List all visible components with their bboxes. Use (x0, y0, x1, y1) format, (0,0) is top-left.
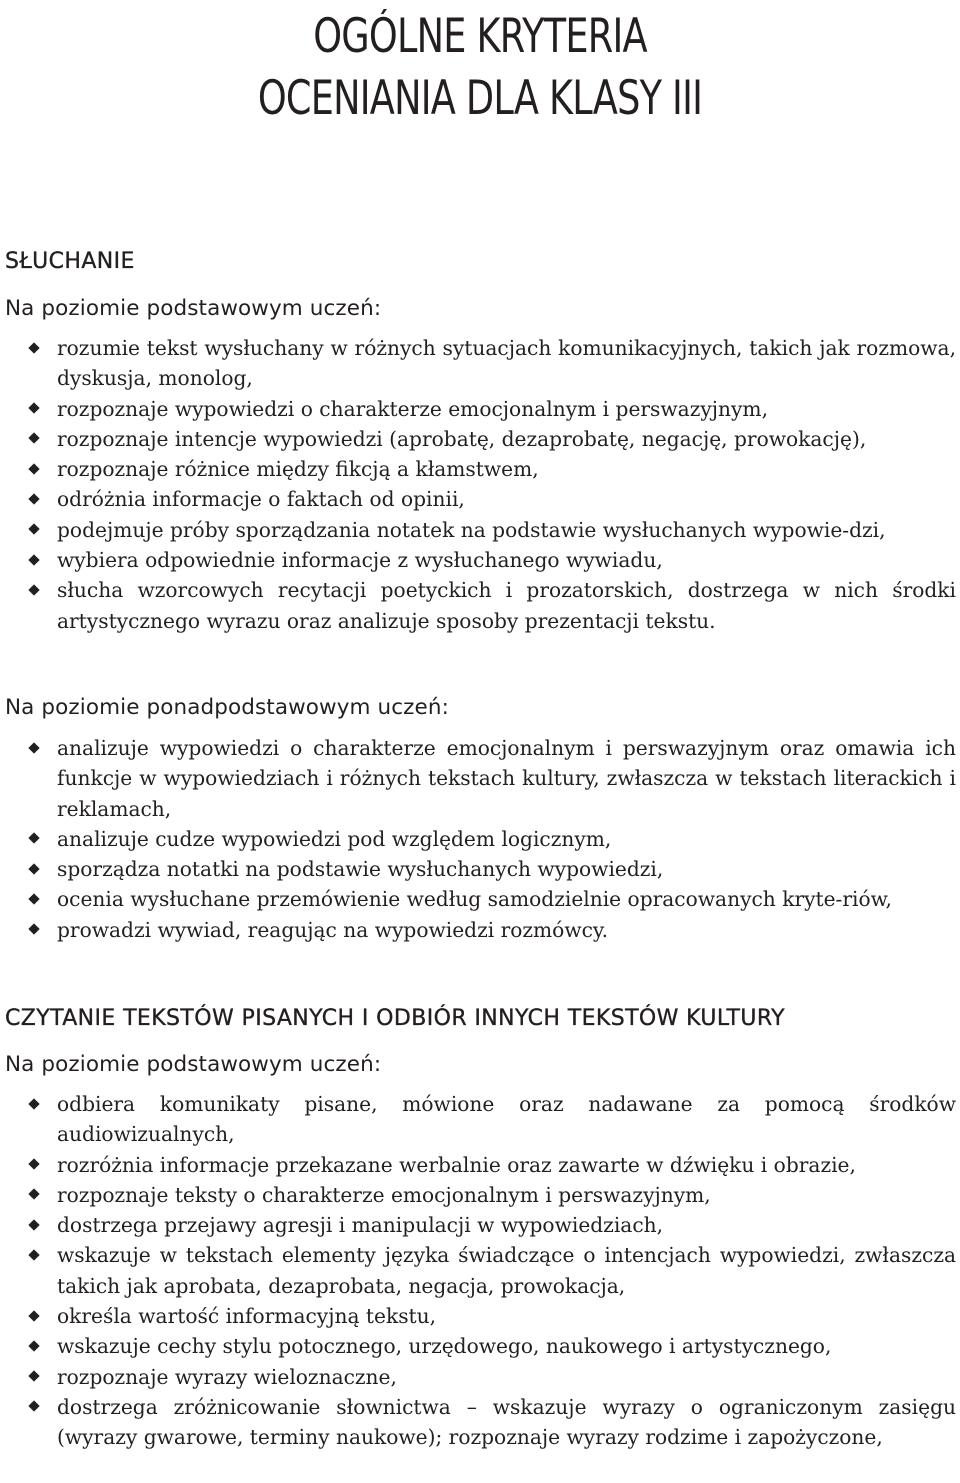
list-item (0, 454, 956, 484)
list-item-text: sporządza notatki na podstawie wysłuchanych wypowiedzi, (57, 857, 664, 882)
list-item-text: wskazuje w tekstach elementy języka świadczące o intencjach wypowiedzi, zwłaszcza takich jak aprobata, dezaprobata, negacja, prowokacja, (57, 1243, 956, 1298)
list-item-text: odróżnia informacje o faktach od opinii, (57, 487, 465, 512)
list-item-text: rozpoznaje różnice między fikcją a kłamstwem, (57, 457, 539, 482)
list-item-text: słucha wzorcowych recytacji poetyckich i prozatorskich, dostrzega w nich środki artystycznego wyrazu oraz analizuje sposoby prezentacji tekstu. (57, 578, 956, 633)
diamond-bullet-icon (28, 893, 39, 904)
criteria-list (0, 1089, 956, 1453)
list-item (0, 545, 956, 575)
list-item-text: podejmuje próby sporządzania notatek na podstawie wysłuchanych wypowie-dzi, (57, 517, 886, 542)
list-item-text: rozpoznaje wypowiedzi o charakterze emocjonalnym i perswazyjnym, (57, 396, 768, 421)
list-item (0, 915, 956, 945)
diamond-bullet-icon (28, 1310, 39, 1321)
list-item (0, 1180, 956, 1210)
diamond-bullet-icon (28, 1098, 39, 1109)
diamond-bullet-icon (28, 463, 39, 474)
diamond-bullet-icon (28, 1219, 39, 1230)
diamond-bullet-icon (28, 493, 39, 504)
diamond-bullet-icon (28, 342, 39, 353)
list-item (0, 1089, 956, 1150)
list-item (0, 1240, 956, 1301)
list-item (0, 484, 956, 514)
list-item (0, 1331, 956, 1361)
list-item (0, 1362, 956, 1392)
list-item-text: rozpoznaje wyrazy wieloznaczne, (57, 1364, 397, 1389)
level-heading-basic: Na poziomie podstawowym uczeń: (5, 1052, 382, 1077)
list-item (0, 333, 956, 394)
list-item-text: dostrzega zróżnicowanie słownictwa – wskazuje wyrazy o ograniczonym zasięgu (wyrazy gwarowe, terminy naukowe); rozpoznaje wyrazy rodzime i zapożyczone, (57, 1394, 956, 1450)
list-item (0, 854, 956, 884)
criteria-list (0, 333, 956, 636)
diamond-bullet-icon (28, 863, 39, 874)
diamond-bullet-icon (28, 554, 39, 565)
list-item-text: ocenia wysłuchane przemówienie według samodzielnie opracowanych kryte-riów, (57, 887, 892, 912)
list-item (0, 394, 956, 424)
list-item (0, 575, 956, 636)
diamond-bullet-icon (28, 924, 39, 935)
list-item (0, 1210, 956, 1240)
list-item (0, 424, 956, 454)
page-title-line-1: OGÓLNE KRYTERIA (313, 9, 647, 64)
diamond-bullet-icon (28, 833, 39, 844)
diamond-bullet-icon (28, 1340, 39, 1351)
list-item-text: rozpoznaje intencje wypowiedzi (aprobatę, dezaprobatę, negację, prowokację), (57, 426, 867, 451)
section-heading-czytanie: CZYTANIE TEKSTÓW PISANYCH I ODBIÓR INNYCH TEKSTÓW KULTURY (5, 1006, 785, 1031)
diamond-bullet-icon (28, 403, 39, 414)
list-item-text: prowadzi wywiad, reagując na wypowiedzi rozmówcy. (57, 917, 609, 942)
section-heading-sluchanie: SŁUCHANIE (5, 249, 135, 274)
list-item-text: wskazuje cechy stylu potocznego, urzędowego, naukowego i artystycznego, (57, 1334, 832, 1359)
diamond-bullet-icon (28, 1159, 39, 1170)
list-item (0, 884, 956, 914)
diamond-bullet-icon (28, 1371, 39, 1382)
list-item-text: rozróżnia informacje przekazane werbalnie oraz zawarte w dźwięku i obrazie, (57, 1152, 856, 1177)
diamond-bullet-icon (28, 584, 39, 595)
diamond-bullet-icon (28, 433, 39, 444)
page-title (106, 6, 855, 130)
diamond-bullet-icon (28, 1189, 39, 1200)
list-item (0, 1301, 956, 1331)
criteria-list (0, 733, 956, 945)
page-title-line-2: OCENIANIA DLA KLASY III (257, 71, 703, 126)
list-item (0, 515, 956, 545)
list-item-text: wybiera odpowiednie informacje z wysłuchanego wywiadu, (57, 548, 663, 573)
diamond-bullet-icon (28, 1401, 39, 1412)
level-heading-advanced: Na poziomie ponadpodstawowym uczeń: (5, 695, 449, 720)
list-item-text: rozpoznaje teksty o charakterze emocjonalnym i perswazyjnym, (57, 1182, 711, 1207)
list-item-text: rozumie tekst wysłuchany w różnych sytuacjach komunikacyjnych, takich jak rozmowa, dyskusja, monolog, (57, 336, 956, 391)
level-heading-basic: Na poziomie podstawowym uczeń: (5, 296, 382, 321)
list-item-text: określa wartość informacyjną tekstu, (57, 1304, 437, 1329)
list-item (0, 1392, 956, 1453)
list-item (0, 824, 956, 854)
list-item-text: dostrzega przejawy agresji i manipulacji w wypowiedziach, (57, 1213, 664, 1238)
list-item (0, 733, 956, 824)
diamond-bullet-icon (28, 1249, 39, 1260)
diamond-bullet-icon (28, 742, 39, 753)
list-item-text: odbiera komunikaty pisane, mówione oraz nadawane za pomocą środków audiowizualnych, (57, 1092, 956, 1147)
diamond-bullet-icon (28, 524, 39, 535)
list-item (0, 1150, 956, 1180)
list-item-text: analizuje cudze wypowiedzi pod względem logicznym, (57, 826, 612, 851)
list-item-text: analizuje wypowiedzi o charakterze emocjonalnym i perswazyjnym oraz omawia ich funkcje w wypowiedziach i różnych tekstach kultury, zwłaszcza w tekstach literackich i reklamach, (57, 736, 956, 821)
